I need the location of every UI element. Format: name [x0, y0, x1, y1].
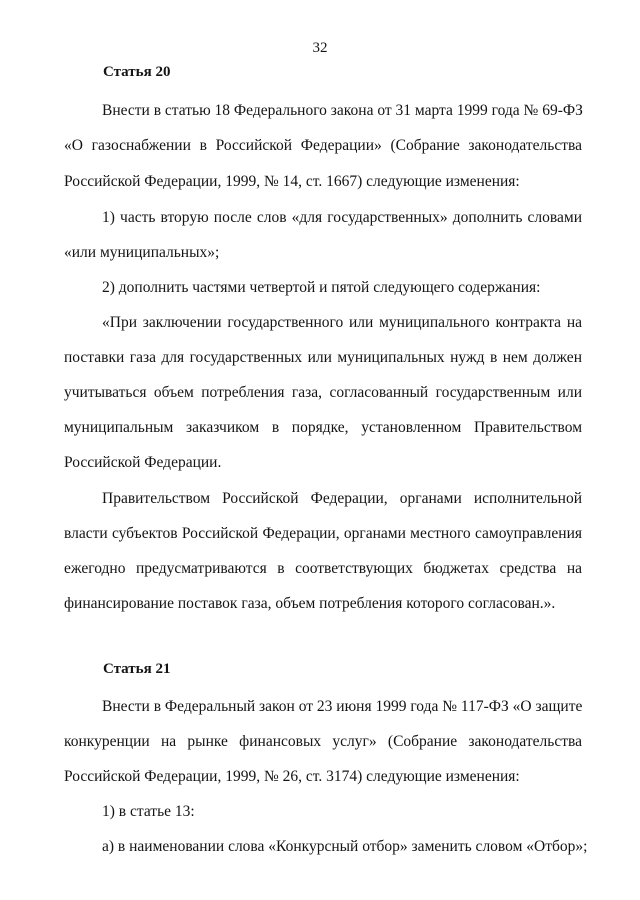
text-line: финансирование поставок газа, объем потребления которого согласован.».: [64, 595, 556, 612]
text-line: 2) дополнить частями четвертой и пятой следующего содержания:: [102, 279, 541, 296]
text-line: учитываться объем потребления газа, согласованный государственным или: [64, 384, 582, 401]
text-line: Правительством Российской Федерации, органами исполнительной: [102, 490, 582, 507]
text-line: власти субъектов Российской Федерации, органами местного самоуправления: [64, 525, 582, 542]
text-line: ежегодно предусматриваются в соответствующих бюджетах средства на: [64, 560, 582, 577]
text-line: а) в наименовании слова «Конкурсный отбор» заменить словом «Отбор»;: [102, 838, 588, 855]
text-line: «О газоснабжении в Российской Федерации» (Собрание законодательства: [64, 137, 582, 154]
text-line: «При заключении государственного или муниципального контракта на: [102, 314, 582, 331]
text-line: 1) в статье 13:: [102, 803, 195, 820]
text-line: Российской Федерации, 1999, № 26, ст. 3174) следующие изменения:: [64, 768, 520, 785]
text-line: Внести в статью 18 Федерального закона от 31 марта 1999 года № 69-ФЗ: [102, 102, 583, 119]
text-line: конкуренции на рынке финансовых услуг» (Собрание законодательства: [64, 733, 582, 750]
page-number: 32: [312, 40, 328, 56]
text-line: муниципальным заказчиком в порядке, установленном Правительством: [64, 419, 582, 436]
text-line: поставки газа для государственных или муниципальных нужд в нем должен: [64, 349, 582, 366]
article-20-heading: Статья 20: [103, 64, 171, 80]
article-21-heading: Статья 21: [103, 661, 171, 677]
text-line: Российской Федерации, 1999, № 14, ст. 1667) следующие изменения:: [64, 173, 520, 190]
text-line: 1) часть вторую после слов «для государственных» дополнить словами: [102, 209, 582, 226]
text-line: «или муниципальных»;: [64, 244, 220, 261]
text-line: Внести в Федеральный закон от 23 июня 1999 года № 117-ФЗ «О защите: [102, 698, 583, 715]
text-line: Российской Федерации.: [64, 454, 222, 471]
